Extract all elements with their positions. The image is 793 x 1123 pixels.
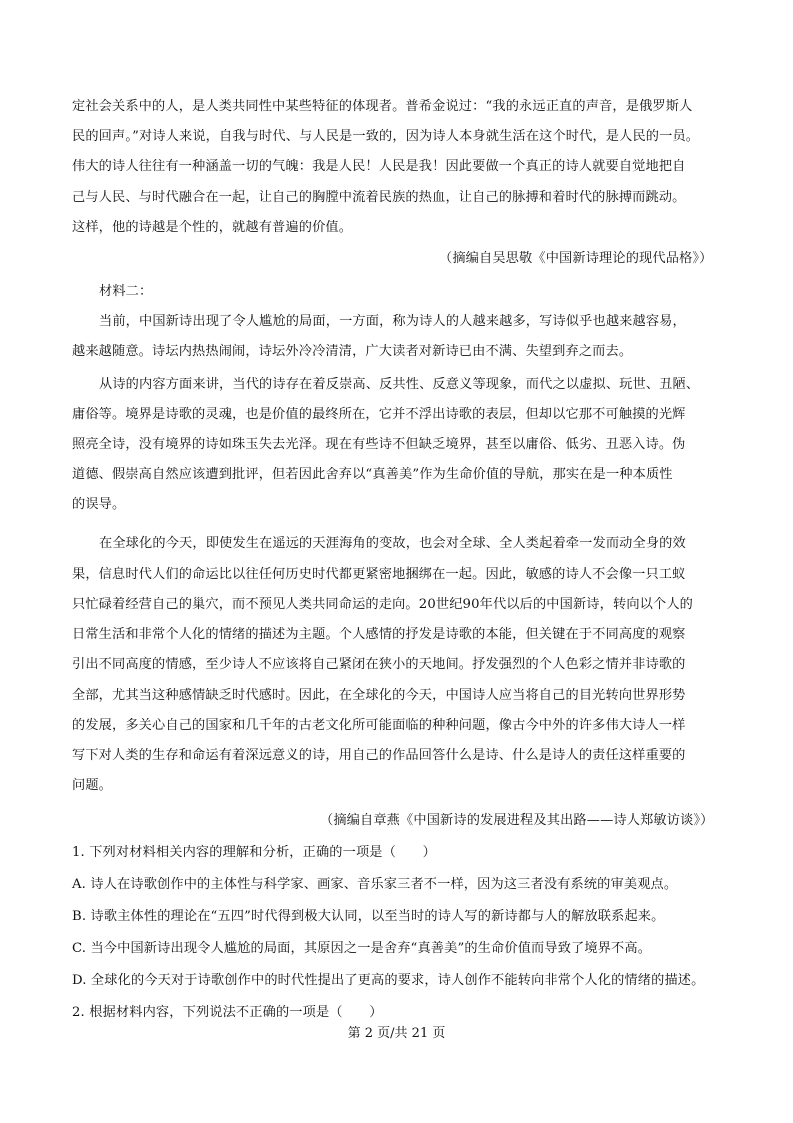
- section-label-material-2: 材料二：: [99, 284, 153, 299]
- paragraph-line-2: 民的回声。”对诗人来说，自我与时代、与人民是一致的，因为诗人本身就生活在这个时代，是人民的一员。: [72, 129, 700, 144]
- paragraph-line-11: 道德、假崇高自然应该遭到批评，但若因此舍弃以“真善美”作为生命价值的导航，那实在是一种本质性: [72, 467, 673, 482]
- paragraph-line-17: 引出不同高度的情感，至少诗人不应该将自己紧闭在狭小的天地间。抒发强烈的个人色彩之情并非诗歌的: [72, 657, 686, 672]
- paragraph-line-18: 全部，尤其当这种感情缺乏时代感时。因此，在全球化的今天，中国诗人应当将自己的目光转向世界形势: [72, 688, 686, 703]
- paragraph-line-7: 越来越随意。诗坛内热热闹闹，诗坛外冷冷清清，广大读者对新诗已由不满、失望到弃之而去。: [72, 344, 633, 359]
- citation-2: （摘编自章燕《中国新诗的发展进程及其出路——诗人郑敏访谈》）: [320, 813, 714, 828]
- paragraph-line-6: 当前，中国新诗出现了令人尴尬的局面，一方面，称为诗人的人越来越多，写诗似乎也越来越容易，: [99, 314, 686, 329]
- paragraph-line-15: 只忙碌着经营自己的巢穴，而不预见人类共同命运的走向。20世纪90年代以后的中国新诗，转向以个人的: [72, 597, 694, 612]
- paragraph-line-20: 写下对人类的生存和命运有着深远意义的诗，用自己的作品回答什么是诗、什么是诗人的责任这样重要的: [72, 748, 686, 763]
- paragraph-line-1: 定社会关系中的人，是人类共同性中某些特征的体现者。普希金说过：“我的永远正直的声音，是俄罗斯人: [72, 99, 693, 114]
- paragraph-line-14: 果，信息时代人们的命运比以往任何历史时代都更紧密地捆绑在一起。因此，敏感的诗人不会像一只工蚁: [72, 567, 686, 582]
- question-1-option-b: B. 诗歌主体性的理论在“五四”时代得到极大认同，以至当时的诗人写的新诗都与人的解放联系起来。: [72, 909, 665, 924]
- question-1-option-d: D. 全球化的今天对于诗歌创作中的时代性提出了更高的要求，诗人创作不能转向非常个人化的情绪的描述。: [72, 973, 705, 988]
- question-2-stem: 2. 根据材料内容，下列说法不正确的一项是（ ）: [72, 1005, 383, 1020]
- paragraph-line-16: 日常生活和非常个人化的情绪的描述为主题。个人感情的抒发是诗歌的本能，但关键在于不同高度的观察: [72, 627, 686, 642]
- paragraph-line-12: 的误导。: [72, 497, 126, 512]
- paragraph-line-19: 的发展，多关心自己的国家和几千年的古老文化所可能面临的种种问题，像古今中外的许多伟大诗人一样: [72, 718, 686, 733]
- question-1-stem: 1. 下列对材料相关内容的理解和分析，正确的一项是（ ）: [72, 845, 436, 860]
- question-1-option-a: A. 诗人在诗歌创作中的主体性与科学家、画家、音乐家三者不一样，因为这三者没有系统的审美观点。: [72, 877, 678, 892]
- citation-1: （摘编自吴思敬《中国新诗理论的现代品格》）: [439, 251, 713, 266]
- paragraph-line-8: 从诗的内容方面来讲，当代的诗存在着反崇高、反共性、反意义等现象，而代之以虚拟、玩世、丑陋、: [99, 377, 700, 392]
- paragraph-line-3: 伟大的诗人往往有一种涵盖一切的气魄：我是人民！人民是我！因此要做一个真正的诗人就要自觉地把自: [72, 159, 686, 174]
- question-1-option-c: C. 当今中国新诗出现令人尴尬的局面，其原因之一是舍弃“真善美”的生命价值而导致了境界不高。: [72, 941, 652, 956]
- paragraph-line-4: 己与人民、与时代融合在一起，让自己的胸膛中流着民族的热血，让自己的脉搏和着时代的脉搏而跳动。: [72, 190, 686, 205]
- paragraph-line-9: 庸俗等。境界是诗歌的灵魂，也是价值的最终所在，它并不浮出诗歌的表层，但却以它那不可触摸的光辉: [72, 407, 686, 422]
- paragraph-line-21: 问题。: [72, 778, 113, 793]
- paragraph-line-13: 在全球化的今天，即使发生在遥远的天涯海角的变故，也会对全球、全人类起着牵一发而动全身的效: [99, 536, 686, 551]
- paragraph-line-5: 这样，他的诗越是个性的，就越有普遍的价值。: [72, 220, 353, 235]
- page-number: 第 2 页/共 21 页: [347, 1026, 446, 1041]
- paragraph-line-10: 照亮全诗，没有境界的诗如珠玉失去光泽。现在有些诗不但缺乏境界，甚至以庸俗、低劣、丑恶入诗。伪: [72, 437, 686, 452]
